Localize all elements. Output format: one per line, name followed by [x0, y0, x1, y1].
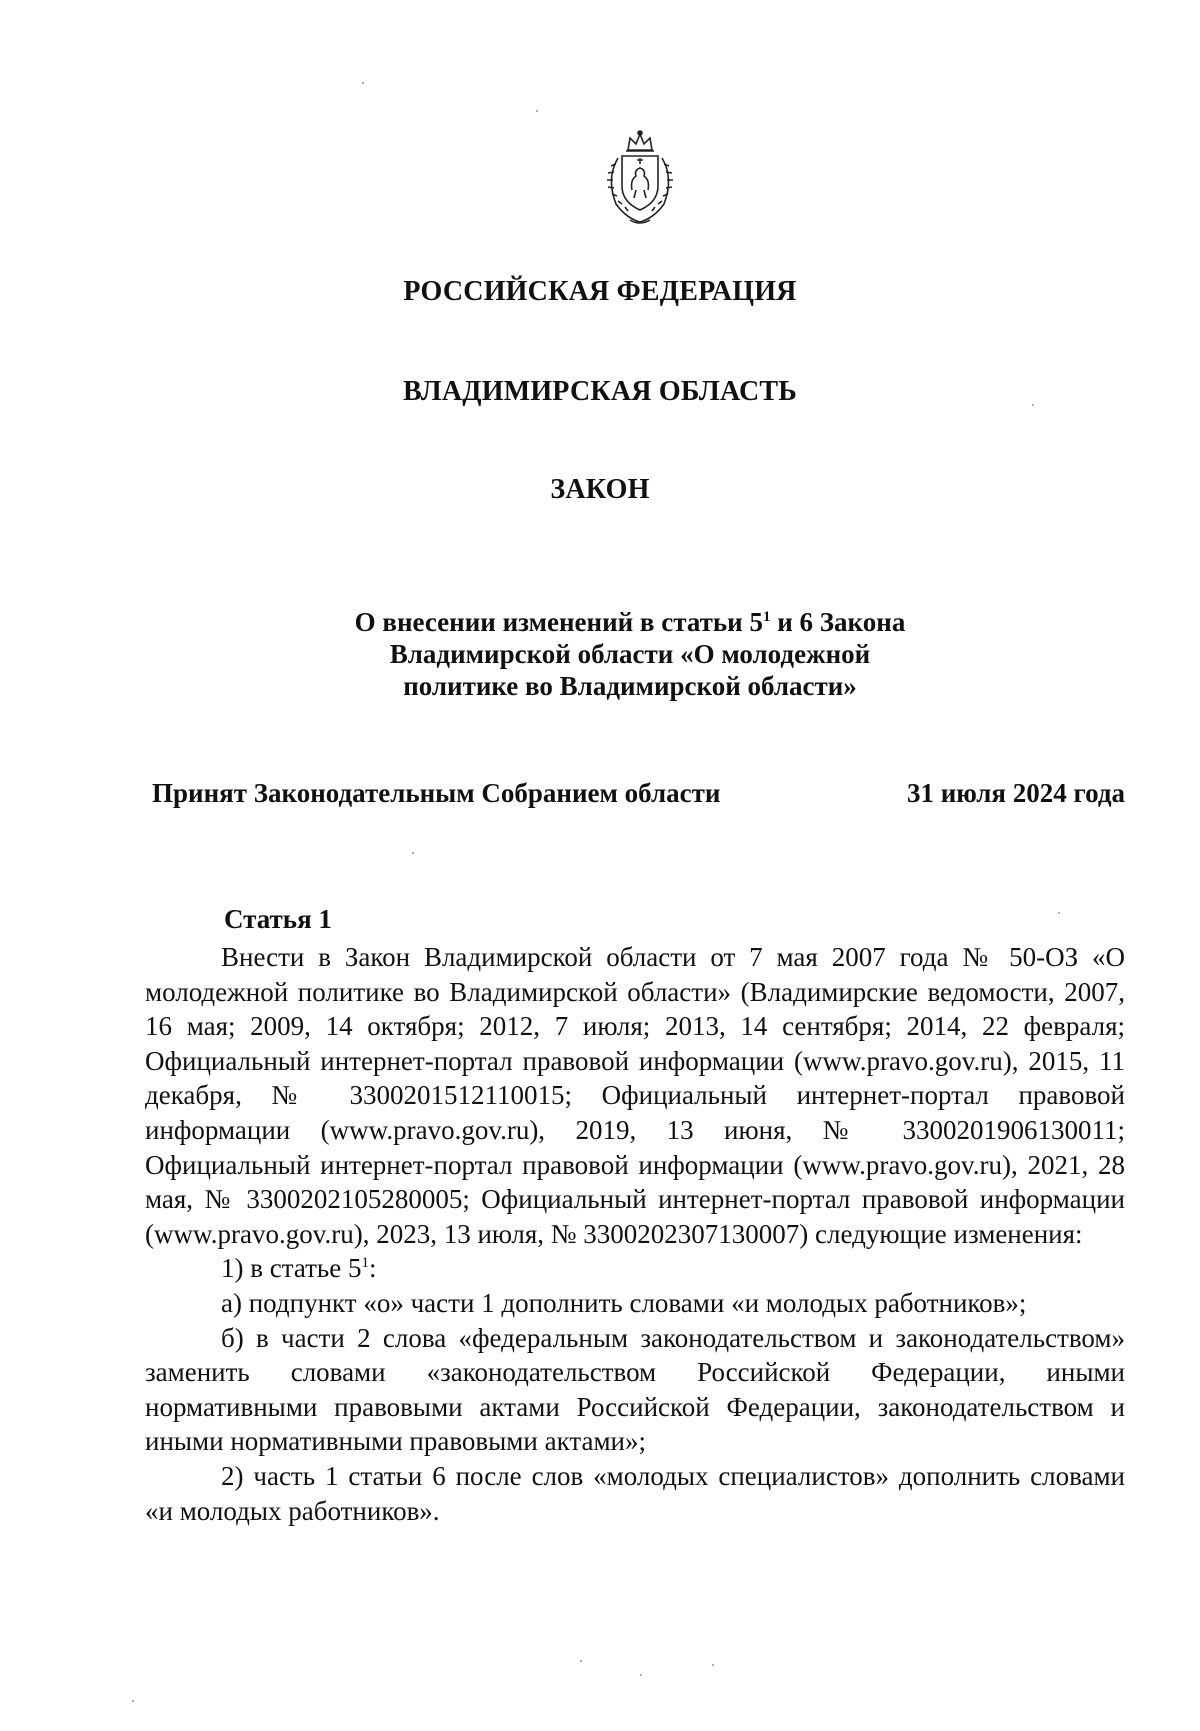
scan-speck [412, 852, 414, 854]
article-1-item-1a: а) подпункт «о» части 1 дополнить словами «и молодых работников»; [221, 1287, 1027, 1318]
law-title [300, 606, 960, 702]
article-1-item-1 [145, 1251, 1125, 1286]
adopted-by-text: Принят Законодательным Собранием области [152, 778, 721, 808]
document-type-heading: ЗАКОН [550, 474, 650, 505]
article-1-item-1-text: 1) в статье 5 [221, 1253, 362, 1284]
scan-speck [1058, 912, 1060, 914]
scan-speck [712, 1664, 714, 1666]
scan-speck [536, 110, 538, 112]
scan-speck [580, 1660, 582, 1662]
adoption-date: 31 июля 2024 года [907, 778, 1125, 808]
scan-speck [362, 82, 364, 84]
law-title-superscript: 1 [763, 609, 771, 625]
scan-speck [1032, 404, 1034, 406]
article-1-intro-paragraph: Внести в Закон Владимирской области от 7 мая 2007 года № 50-ОЗ «О молодежной политике во Владимирской области» (Владимирские ведомости, 2007, 16 мая; 2009, 14 октября; 2012, 7 июля; 2013, 14 сентября; 2014, 22 февраля; Официальный интернет-портал правовой информации (www.pravo.gov.ru), 2015, 11 декабря, № 3300201512110015; Официальный интернет-портал правовой информации (www.pravo.gov.ru), 2019, 13 июня, № 3300201906130011; Официальный интернет-портал правовой информации (www.pravo.gov.ru), 2021, 28 мая, № 3300202105280005; Официальный интернет-портал правовой информации (www.pravo.gov.ru), 2023, 13 июля, № 3300202307130007) следующие изменения: [145, 942, 1125, 1249]
coat-of-arms-icon [596, 128, 684, 228]
article-1-item-2: 2) часть 1 статьи 6 после слов «молодых специалистов» дополнить словами «и молодых работников». [145, 1460, 1125, 1526]
article-1-item-1-tail: : [368, 1253, 377, 1284]
scan-speck [132, 1700, 134, 1702]
article-1-item-1b: б) в части 2 слова «федеральным законодательством и законодательством» заменить словами «законодательством Российской Федерации, иными нормативными правовыми актами Российской Федерации, законодательством и иными нормативными правовыми актами»; [145, 1322, 1125, 1457]
article-1-heading: Статья 1 [224, 904, 332, 934]
law-title-line-3: политике во Владимирской области» [403, 671, 857, 701]
article-1-item-1-superscript: 1 [361, 1255, 369, 1272]
country-heading: РОССИЙСКАЯ ФЕДЕРАЦИЯ [403, 276, 797, 307]
scan-speck [640, 1674, 642, 1676]
article-1-body [145, 940, 1125, 1528]
law-title-line-2: Владимирской области «О молодежной [389, 639, 871, 669]
law-title-line-1-text: О внесении изменений в статьи 5 [354, 607, 763, 637]
law-title-line-1 [300, 606, 960, 638]
region-heading: ВЛАДИМИРСКАЯ ОБЛАСТЬ [402, 376, 798, 407]
law-title-line-1-tail: и 6 Закона [770, 607, 906, 637]
